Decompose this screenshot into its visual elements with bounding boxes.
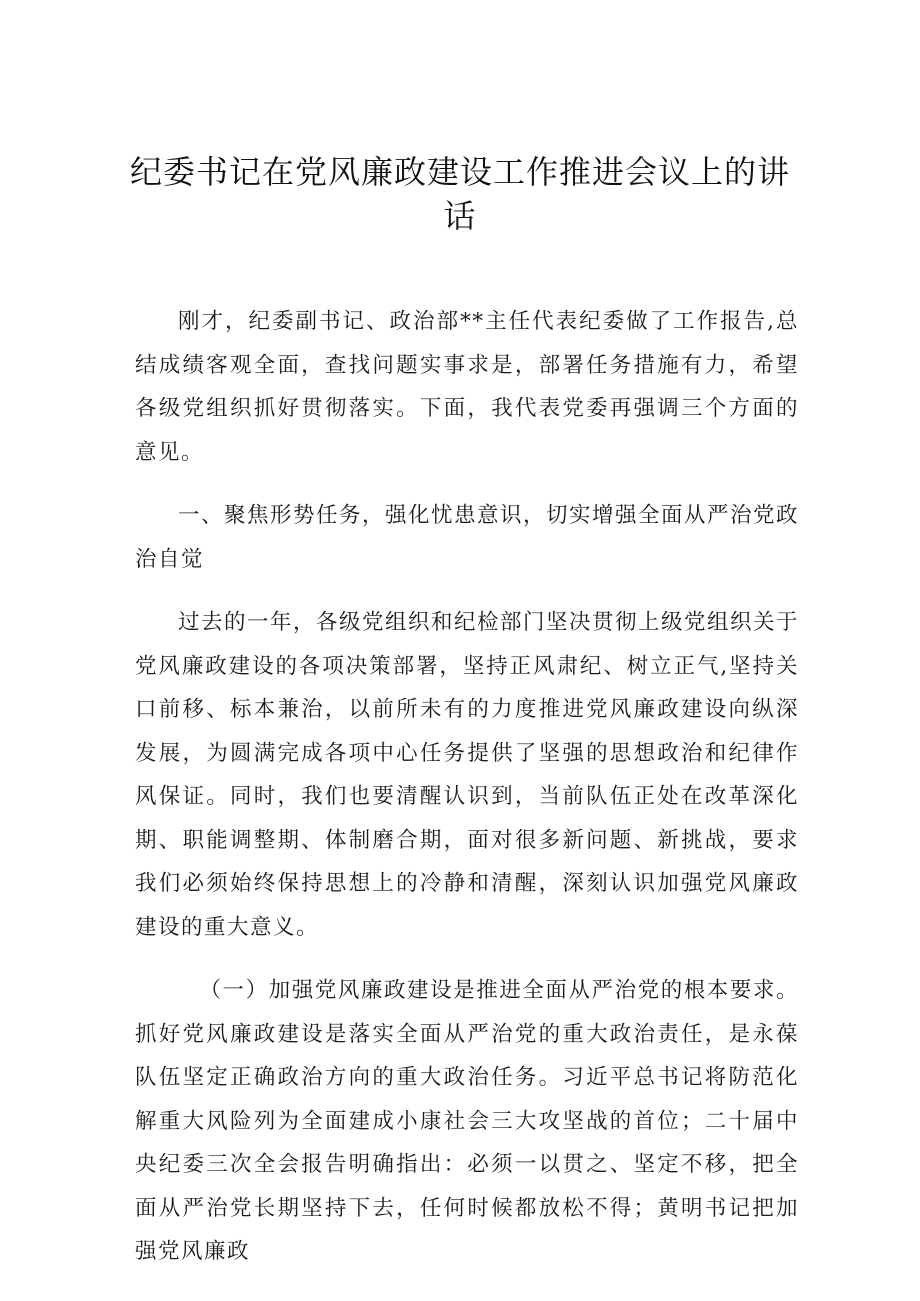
paragraph-subsection-1: （一）加强党风廉政建设是推进全面从严治党的根本要求。抓好党风廉政建设是落实全面从严治党的重大政治责任，是永葆队伍坚定正确政治方向的重大政治任务。习近平总书记将防范化解重大风险列为全面建成小康社会三大攻坚战的首位；二十届中央纪委三次全会报告明确指出：必须一以贯之、坚定不移，把全面从严治党长期坚持下去，任何时候都放松不得；黄明书记把加强党风廉政 [135, 978, 799, 1264]
paragraph-review: 过去的一年，各级党组织和纪检部门坚决贯彻上级党组织关于党风廉政建设的各项决策部署，坚持正风肃纪、树立正气,坚持关口前移、标本兼治，以前所未有的力度推进党风廉政建设向纵深发展，为圆满完成各项中心任务提供了坚强的思想政治和纪律作风保证。同时，我们也要清醒认识到，当前队伍正处在改革深化期、职能调整期、体制磨合期，面对很多新问题、新挑战，要求我们必须始终保持思想上的冷静和清醒，深刻认识加强党风廉政建设的重大意义。 [135, 610, 800, 940]
document-body [135, 300, 799, 1274]
document-title: 纪委书记在党风廉政建设工作推进会议上的讲话 [129, 153, 790, 235]
section-heading-1: 一、聚焦形势任务，强化忧患意识，切实增强全面从严治党政治自觉 [135, 503, 800, 572]
paragraph-intro: 刚才，纪委副书记、政治部**主任代表纪委做了工作报告,总结成绩客观全面，查找问题实事求是，部署任务措施有力，希望各级党组织抓好贯彻落实。下面，我代表党委再强调三个方面的意见。 [135, 309, 799, 465]
